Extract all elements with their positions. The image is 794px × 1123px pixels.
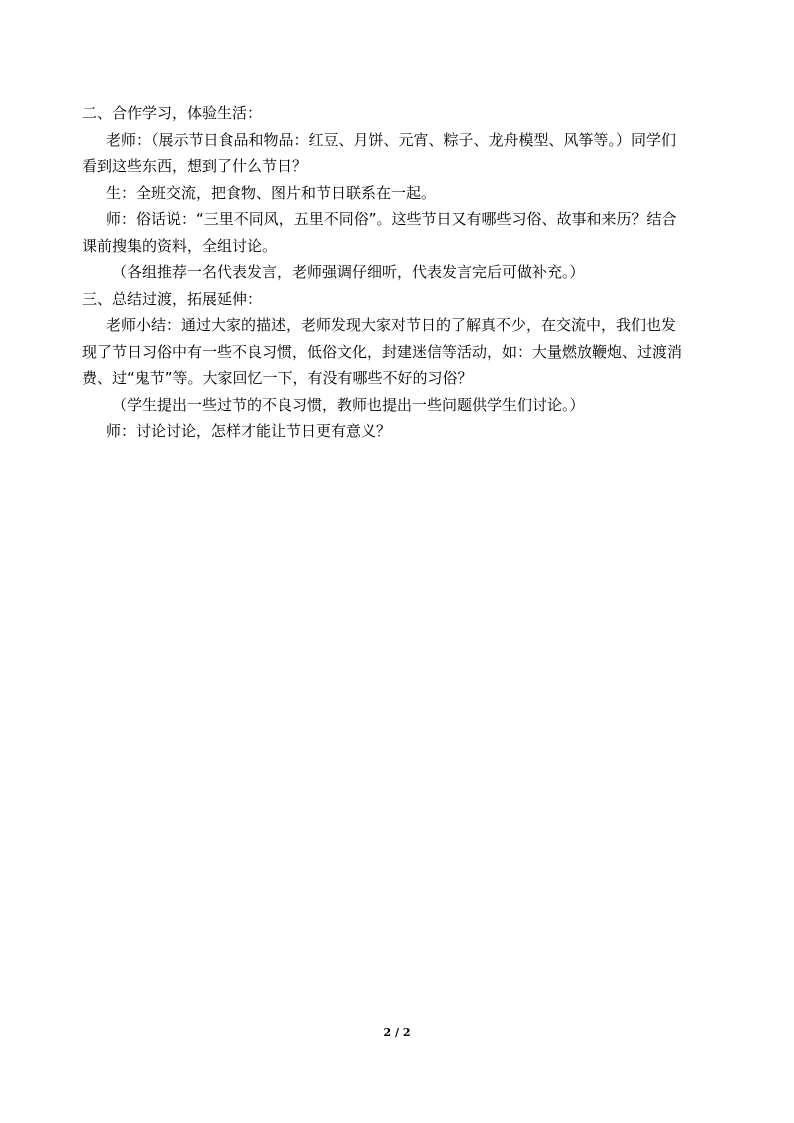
student-exchange-paragraph: 生：全班交流，把食物、图片和节日联系在一起。 [106,183,437,202]
bad-habits-discussion-note: （学生提出一些过节的不良习惯，教师也提出一些问题供学生们讨论。） [112,395,585,414]
page-number: 2 / 2 [383,1026,411,1039]
document-body [82,100,722,445]
section-heading-summary-extension: 三、总结过渡，拓展延伸： [82,289,263,308]
group-presentation-note: （各组推荐一名代表发言，老师强调仔细听，代表发言完后可做补充。） [112,263,585,281]
section-heading-cooperative-learning: 二、合作学习，体验生活： [82,104,263,122]
teacher-display-paragraph-line-1: 老师：（展示节日食品和物品：红豆、月饼、元宵、粽子、龙舟模型、风筝等。）同学们 [106,130,677,149]
meaningful-festival-question: 师：讨论讨论，怎样才能让节日更有意义？ [106,422,392,440]
teacher-display-paragraph-line-2: 看到这些东西，想到了什么节日？ [82,157,308,175]
proverb-paragraph-line-2: 课前搜集的资料，全组讨论。 [82,236,278,255]
proverb-paragraph-line-1: 师：俗话说：“三里不同风，五里不同俗”。这些节日又有哪些习俗、故事和来历？结合 [106,210,677,228]
teacher-summary-paragraph-line-1: 老师小结：通过大家的描述，老师发现大家对节日的了解真不少，在交流中，我们也发 [106,316,677,334]
teacher-summary-paragraph-line-3: 费、过“鬼节”等。大家回忆一下，有没有哪些不好的习俗？ [82,369,473,387]
teacher-summary-paragraph-line-2: 现了节日习俗中有一些不良习惯，低俗文化，封建迷信等活动，如：大量燃放鞭炮、过渡消 [82,342,683,361]
